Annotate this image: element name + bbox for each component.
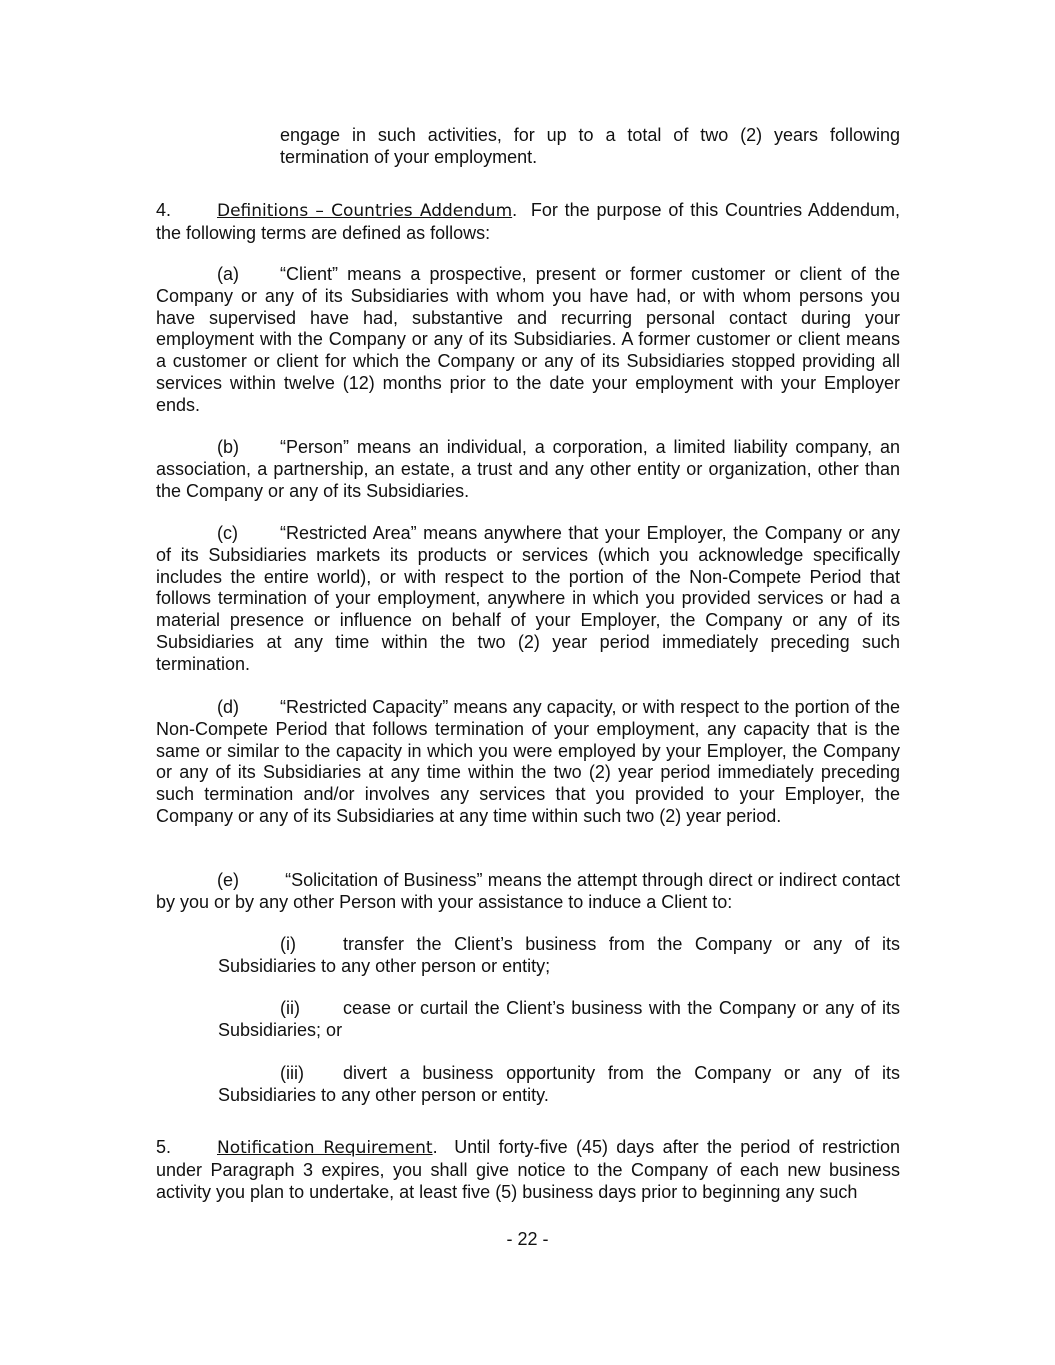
section-4-paragraph	[156, 200, 900, 245]
section-5-paragraph	[156, 1137, 900, 1203]
section-5-number: 5.	[156, 1137, 172, 1157]
subitem-i-label: (i)	[280, 934, 296, 954]
definition-a-label: (a)	[217, 264, 239, 284]
page-number: - 22 -	[506, 1229, 549, 1249]
definition-b	[156, 437, 900, 502]
subitem-ii	[218, 998, 900, 1042]
definition-a	[156, 264, 900, 417]
definition-c-text: “Restricted Area” means anywhere that your Employer, the Company or any of its Subsidiaries markets its products or services (which you acknowledge specifically includes the entire world), or with respect to the portion of the Non-Compete Period that follows termination of your employment, anywhere in which you provided services or had a material presence or influence on behalf of your Employer, the Company or any of its Subsidiaries at any time within the two (2) year period immediately preceding such termination.	[156, 523, 900, 674]
section-4-heading: Definitions – Countries Addendum	[217, 201, 513, 221]
section-4-heading-tail: .	[512, 200, 518, 220]
subitem-iii-text: divert a business opportunity from the Company or any of its Subsidiaries to any other person or entity.	[218, 1063, 900, 1105]
definition-b-text: “Person” means an individual, a corporation, a limited liability company, an association, a partnership, an estate, a trust and any other entity or organization, other than the Company or any of its Subsidiaries.	[156, 437, 900, 501]
subitem-iii-label: (iii)	[280, 1063, 304, 1083]
definition-e-label: (e)	[217, 870, 239, 890]
definition-c-label: (c)	[217, 523, 238, 543]
definition-e-text: “Solicitation of Business” means the attempt through direct or indirect contact by you or by any other Person with your assistance to induce a Client to:	[156, 870, 900, 912]
definition-d-text: “Restricted Capacity” means any capacity, or with respect to the portion of the Non-Compete Period that follows termination of your employment, any capacity that is the same or similar to the capacity in which you were employed by your Employer, the Company or any of its Subsidiaries at any time within the two (2) year period immediately preceding such termination and/or involves any services that you provided to your Employer, the Company or any of its Subsidiaries at any time within such two (2) year period.	[156, 697, 900, 826]
section-4-intro: For the purpose of this Countries Addendum, the following terms are defined as follows:	[156, 200, 900, 243]
definition-c	[156, 523, 900, 676]
continuation-paragraph: engage in such activities, for up to a total of two (2) years following termination of your employment.	[280, 125, 900, 167]
section-5-text: Until forty-five (45) days after the period of restriction under Paragraph 3 expires, you shall give notice to the Company of each new business activity you plan to undertake, at least five (5) business days prior to beginning any such	[156, 1137, 901, 1202]
definition-d-label: (d)	[217, 697, 239, 717]
subitem-i-text: transfer the Client’s business from the Company or any of its Subsidiaries to any other person or entity;	[218, 934, 900, 976]
section-5-heading: Notification Requirement	[217, 1138, 433, 1158]
definition-e	[156, 870, 900, 914]
subitem-iii	[218, 1063, 900, 1107]
definition-a-text: “Client” means a prospective, present or former customer or client of the Company or any of its Subsidiaries with whom you have had, or with whom persons you have supervised have had, substantive and recurring personal contact during your employment with the Company or any of its Subsidiaries. A former customer or client means a customer or client for which the Company or any of its Subsidiaries stopped providing all services within twelve (12) months prior to the date your employment with your Employer ends.	[156, 264, 900, 415]
section-4-number: 4.	[156, 200, 172, 220]
section-5-heading-tail: .	[432, 1137, 438, 1157]
definition-d	[156, 697, 900, 828]
subitem-ii-label: (ii)	[280, 998, 300, 1018]
subitem-ii-text: cease or curtail the Client’s business with the Company or any of its Subsidiaries; or	[218, 998, 900, 1040]
definition-b-label: (b)	[217, 437, 239, 457]
subitem-i	[218, 934, 900, 978]
